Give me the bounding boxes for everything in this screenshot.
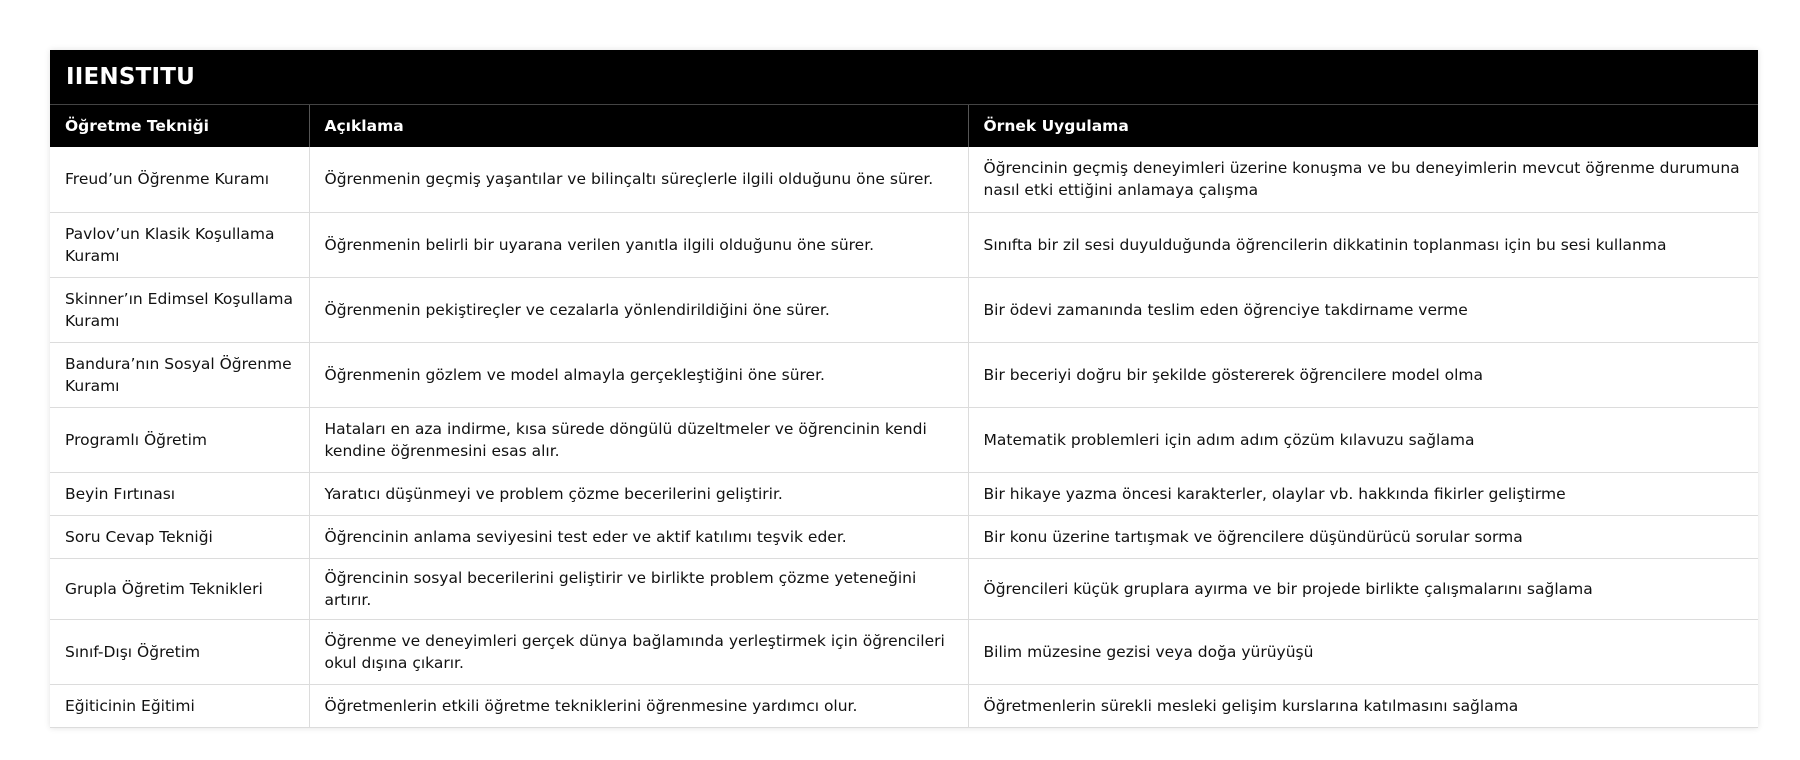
cell-description: Öğrenmenin belirli bir uyarana verilen yanıtla ilgili olduğunu öne sürer.	[309, 212, 968, 277]
cell-technique: Freud’un Öğrenme Kuramı	[50, 147, 309, 212]
teaching-techniques-table	[50, 105, 1758, 728]
cell-description: Yaratıcı düşünmeyi ve problem çözme becerilerini geliştirir.	[309, 472, 968, 515]
cell-description: Öğrenmenin gözlem ve model almayla gerçekleştiğini öne sürer.	[309, 342, 968, 407]
cell-description: Öğrencinin anlama seviyesini test eder ve aktif katılımı teşvik eder.	[309, 515, 968, 558]
table-row	[50, 147, 1758, 212]
cell-technique: Sınıf-Dışı Öğretim	[50, 619, 309, 684]
cell-example: Bir ödevi zamanında teslim eden öğrenciye takdirname verme	[968, 277, 1758, 342]
table-row	[50, 684, 1758, 727]
table-row	[50, 515, 1758, 558]
table-row	[50, 277, 1758, 342]
table-row	[50, 558, 1758, 619]
cell-technique: Eğiticinin Eğitimi	[50, 684, 309, 727]
cell-example: Öğrencileri küçük gruplara ayırma ve bir projede birlikte çalışmalarını sağlama	[968, 558, 1758, 619]
cell-description: Öğrenmenin pekiştireçler ve cezalarla yönlendirildiğini öne sürer.	[309, 277, 968, 342]
cell-example: Öğrencinin geçmiş deneyimleri üzerine konuşma ve bu deneyimlerin mevcut öğrenme durumuna nasıl etki ettiğini anlamaya çalışma	[968, 147, 1758, 212]
cell-description: Öğrenme ve deneyimleri gerçek dünya bağlamında yerleştirmek için öğrencileri okul dışına çıkarır.	[309, 619, 968, 684]
cell-example: Öğretmenlerin sürekli mesleki gelişim kurslarına katılmasını sağlama	[968, 684, 1758, 727]
column-header-description: Açıklama	[309, 105, 968, 147]
cell-example: Sınıfta bir zil sesi duyulduğunda öğrencilerin dikkatinin toplanması için bu sesi kullanma	[968, 212, 1758, 277]
cell-example: Bilim müzesine gezisi veya doğa yürüyüşü	[968, 619, 1758, 684]
cell-technique: Bandura’nın Sosyal Öğrenme Kuramı	[50, 342, 309, 407]
cell-example: Bir beceriyi doğru bir şekilde göstererek öğrencilere model olma	[968, 342, 1758, 407]
cell-technique: Soru Cevap Tekniği	[50, 515, 309, 558]
cell-example: Bir konu üzerine tartışmak ve öğrencilere düşündürücü sorular sorma	[968, 515, 1758, 558]
brand-title: IIENSTITU	[50, 50, 1758, 105]
cell-description: Öğretmenlerin etkili öğretme tekniklerini öğrenmesine yardımcı olur.	[309, 684, 968, 727]
table-row	[50, 407, 1758, 472]
cell-example: Matematik problemleri için adım adım çözüm kılavuzu sağlama	[968, 407, 1758, 472]
table-row	[50, 212, 1758, 277]
cell-technique: Pavlov’un Klasik Koşullama Kuramı	[50, 212, 309, 277]
column-header-example: Örnek Uygulama	[968, 105, 1758, 147]
table-row	[50, 472, 1758, 515]
cell-example: Bir hikaye yazma öncesi karakterler, olaylar vb. hakkında fikirler geliştirme	[968, 472, 1758, 515]
cell-technique: Programlı Öğretim	[50, 407, 309, 472]
column-header-technique: Öğretme Tekniği	[50, 105, 309, 147]
table-row	[50, 342, 1758, 407]
cell-technique: Beyin Fırtınası	[50, 472, 309, 515]
cell-description: Hataları en aza indirme, kısa sürede döngülü düzeltmeler ve öğrencinin kendi kendine öğrenmesini esas alır.	[309, 407, 968, 472]
cell-technique: Skinner’ın Edimsel Koşullama Kuramı	[50, 277, 309, 342]
teaching-techniques-table-card	[50, 50, 1758, 728]
cell-description: Öğrenmenin geçmiş yaşantılar ve bilinçaltı süreçlerle ilgili olduğunu öne sürer.	[309, 147, 968, 212]
table-row	[50, 619, 1758, 684]
cell-description: Öğrencinin sosyal becerilerini geliştirir ve birlikte problem çözme yeteneğini artırır.	[309, 558, 968, 619]
table-header-row	[50, 105, 1758, 147]
cell-technique: Grupla Öğretim Teknikleri	[50, 558, 309, 619]
